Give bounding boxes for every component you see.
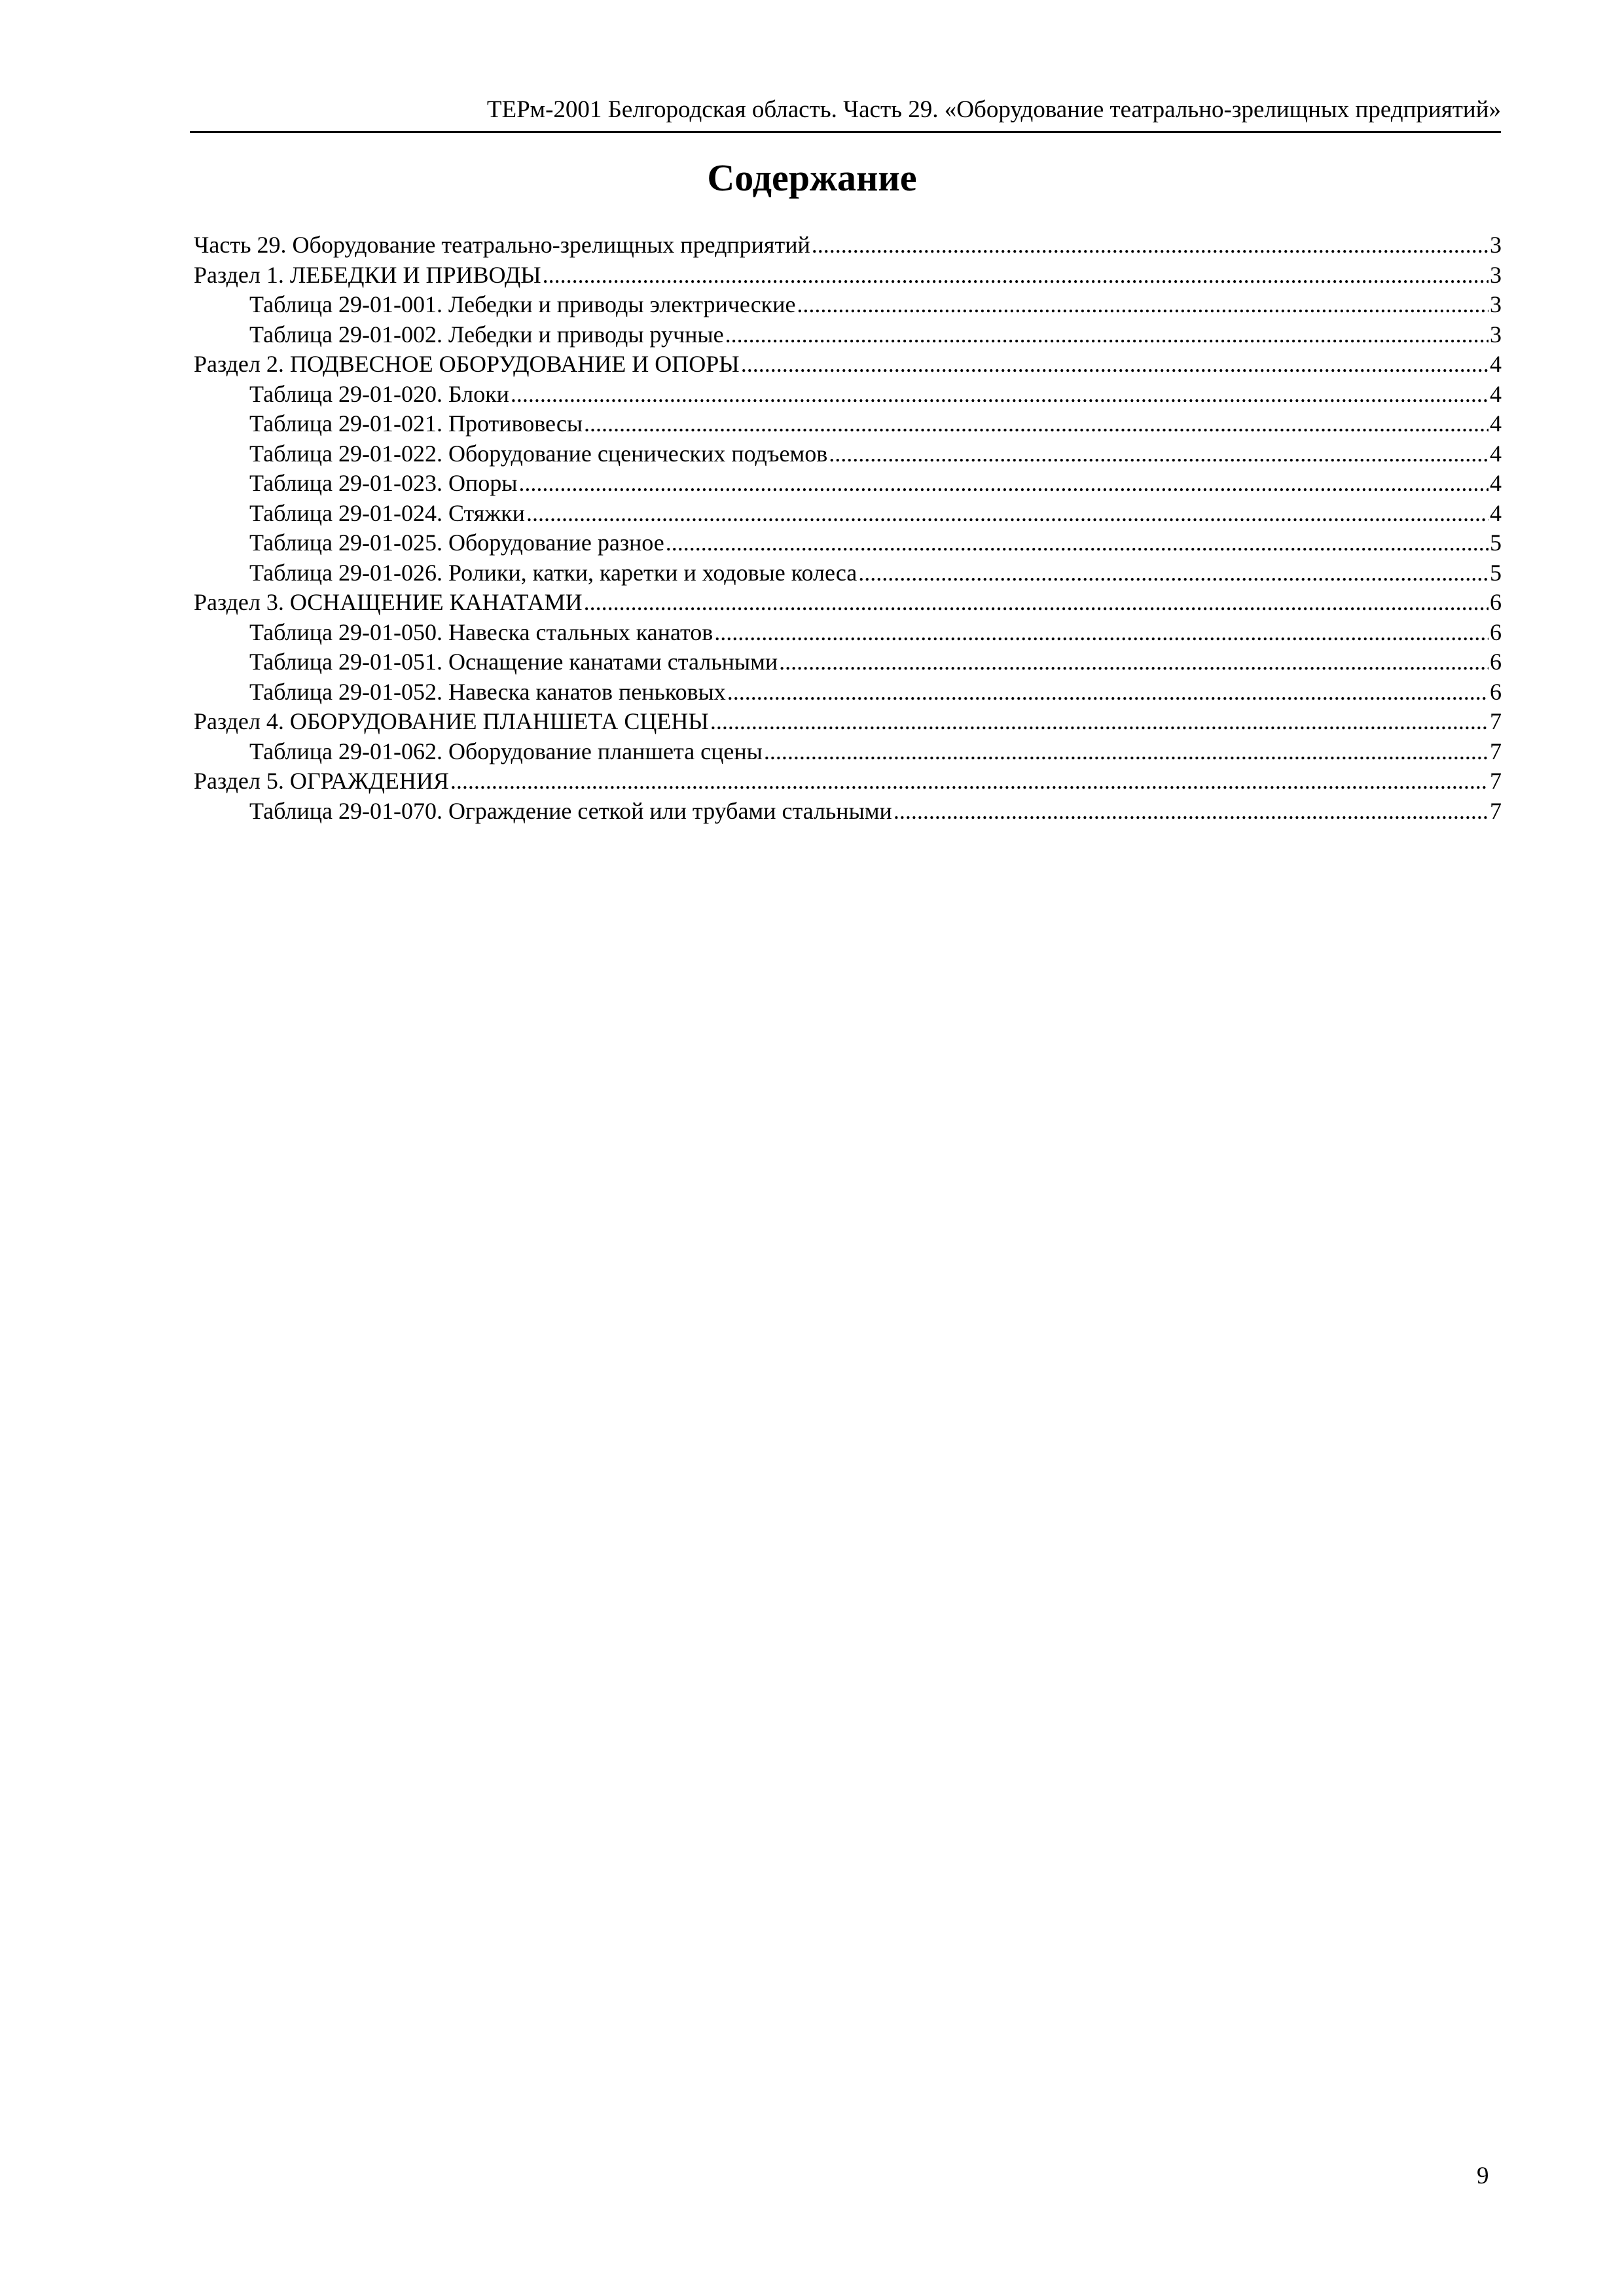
toc-table-entry[interactable]: [194, 737, 1502, 767]
toc-entry-page: 7: [1490, 708, 1502, 734]
toc-dot-leader: [511, 380, 1489, 410]
toc-section-entry[interactable]: [194, 707, 1502, 737]
toc-dot-leader: [829, 439, 1489, 469]
toc-table-entry[interactable]: [194, 677, 1502, 708]
toc-title: Содержание: [707, 156, 917, 199]
toc-dot-leader: [858, 558, 1489, 588]
toc-entry-label: Таблица 29-01-062. Оборудование планшета сцены: [249, 738, 763, 764]
toc-entry-label: Раздел 2. ПОДВЕСНОЕ ОБОРУДОВАНИЕ И ОПОРЫ: [194, 351, 740, 377]
toc-dot-leader: [764, 737, 1489, 767]
running-header-text: ТЕРм-2001 Белгородская область. Часть 29. «Оборудование театрально-зрелищных предприятий»: [486, 96, 1501, 123]
toc-entry-page: 3: [1490, 291, 1502, 317]
toc-table-entry[interactable]: [194, 290, 1502, 320]
toc-table-entry[interactable]: [194, 409, 1502, 439]
toc-entry-label: Часть 29. Оборудование театрально-зрелищных предприятий: [194, 232, 810, 258]
table-of-contents: [194, 230, 1502, 826]
toc-section-entry[interactable]: [194, 260, 1502, 291]
toc-table-entry[interactable]: [194, 439, 1502, 469]
toc-table-entry[interactable]: [194, 320, 1502, 350]
toc-dot-leader: [543, 260, 1489, 291]
toc-entry-label: Таблица 29-01-021. Противовесы: [249, 410, 583, 437]
toc-entry-page: 6: [1490, 649, 1502, 675]
toc-section-entry[interactable]: [194, 766, 1502, 797]
toc-entry-label: Раздел 5. ОГРАЖДЕНИЯ: [194, 768, 449, 794]
toc-entry-page: 3: [1490, 261, 1502, 288]
toc-entry-page: 3: [1490, 232, 1502, 258]
toc-dot-leader: [666, 528, 1489, 558]
toc-entry-label: Таблица 29-01-025. Оборудование разное: [249, 529, 664, 556]
toc-table-entry[interactable]: [194, 797, 1502, 827]
toc-entry-page: 4: [1490, 380, 1502, 407]
toc-dot-leader: [893, 797, 1489, 827]
toc-table-entry[interactable]: [194, 499, 1502, 529]
toc-entry-page: 3: [1490, 321, 1502, 348]
toc-table-entry[interactable]: [194, 380, 1502, 410]
toc-entry-page: 5: [1490, 529, 1502, 556]
toc-entry-label: Раздел 4. ОБОРУДОВАНИЕ ПЛАНШЕТА СЦЕНЫ: [194, 708, 709, 734]
toc-section-entry[interactable]: [194, 230, 1502, 260]
toc-section-entry[interactable]: [194, 350, 1502, 380]
toc-entry-label: Раздел 1. ЛЕБЕДКИ И ПРИВОДЫ: [194, 261, 541, 288]
toc-entry-page: 6: [1490, 619, 1502, 645]
page-header: [190, 97, 1501, 133]
toc-entry-label: Таблица 29-01-070. Ограждение сеткой или трубами стальными: [249, 797, 892, 824]
toc-section-entry[interactable]: [194, 588, 1502, 618]
toc-dot-leader: [797, 290, 1489, 320]
toc-dot-leader: [741, 350, 1489, 380]
toc-dot-leader: [710, 707, 1489, 737]
toc-dot-leader: [812, 230, 1489, 260]
toc-entry-label: Таблица 29-01-002. Лебедки и приводы ручные: [249, 321, 724, 348]
toc-entry-label: Таблица 29-01-050. Навеска стальных канатов: [249, 619, 713, 645]
toc-dot-leader: [450, 766, 1489, 797]
toc-entry-page: 7: [1490, 738, 1502, 764]
toc-entry-page: 4: [1490, 351, 1502, 377]
toc-entry-page: 5: [1490, 559, 1502, 586]
toc-entry-page: 6: [1490, 589, 1502, 615]
toc-entry-label: Таблица 29-01-001. Лебедки и приводы электрические: [249, 291, 796, 317]
toc-dot-leader: [526, 499, 1489, 529]
toc-entry-page: 4: [1490, 499, 1502, 526]
toc-table-entry[interactable]: [194, 528, 1502, 558]
toc-entry-label: Таблица 29-01-022. Оборудование сценических подъемов: [249, 440, 828, 467]
toc-dot-leader: [518, 469, 1489, 499]
toc-table-entry[interactable]: [194, 618, 1502, 648]
toc-entry-label: Таблица 29-01-023. Опоры: [249, 470, 518, 496]
toc-table-entry[interactable]: [194, 558, 1502, 588]
page-number: 9: [1477, 2162, 1489, 2189]
toc-dot-leader: [714, 618, 1489, 648]
toc-dot-leader: [727, 677, 1489, 708]
toc-table-entry[interactable]: [194, 647, 1502, 677]
toc-entry-page: 4: [1490, 440, 1502, 467]
toc-entry-label: Таблица 29-01-051. Оснащение канатами стальными: [249, 649, 778, 675]
toc-entry-page: 4: [1490, 470, 1502, 496]
toc-entry-page: 4: [1490, 410, 1502, 437]
toc-dot-leader: [725, 320, 1489, 350]
toc-entry-label: Таблица 29-01-052. Навеска канатов пеньковых: [249, 678, 726, 705]
toc-entry-label: Таблица 29-01-020. Блоки: [249, 380, 509, 407]
toc-entry-page: 7: [1490, 768, 1502, 794]
toc-entry-page: 6: [1490, 678, 1502, 705]
toc-dot-leader: [779, 647, 1489, 677]
toc-entry-label: Раздел 3. ОСНАЩЕНИЕ КАНАТАМИ: [194, 589, 583, 615]
toc-entry-page: 7: [1490, 797, 1502, 824]
toc-entry-label: Таблица 29-01-026. Ролики, катки, каретки и ходовые колеса: [249, 559, 857, 586]
toc-dot-leader: [584, 588, 1489, 618]
toc-entry-label: Таблица 29-01-024. Стяжки: [249, 499, 525, 526]
toc-dot-leader: [584, 409, 1489, 439]
toc-table-entry[interactable]: [194, 469, 1502, 499]
